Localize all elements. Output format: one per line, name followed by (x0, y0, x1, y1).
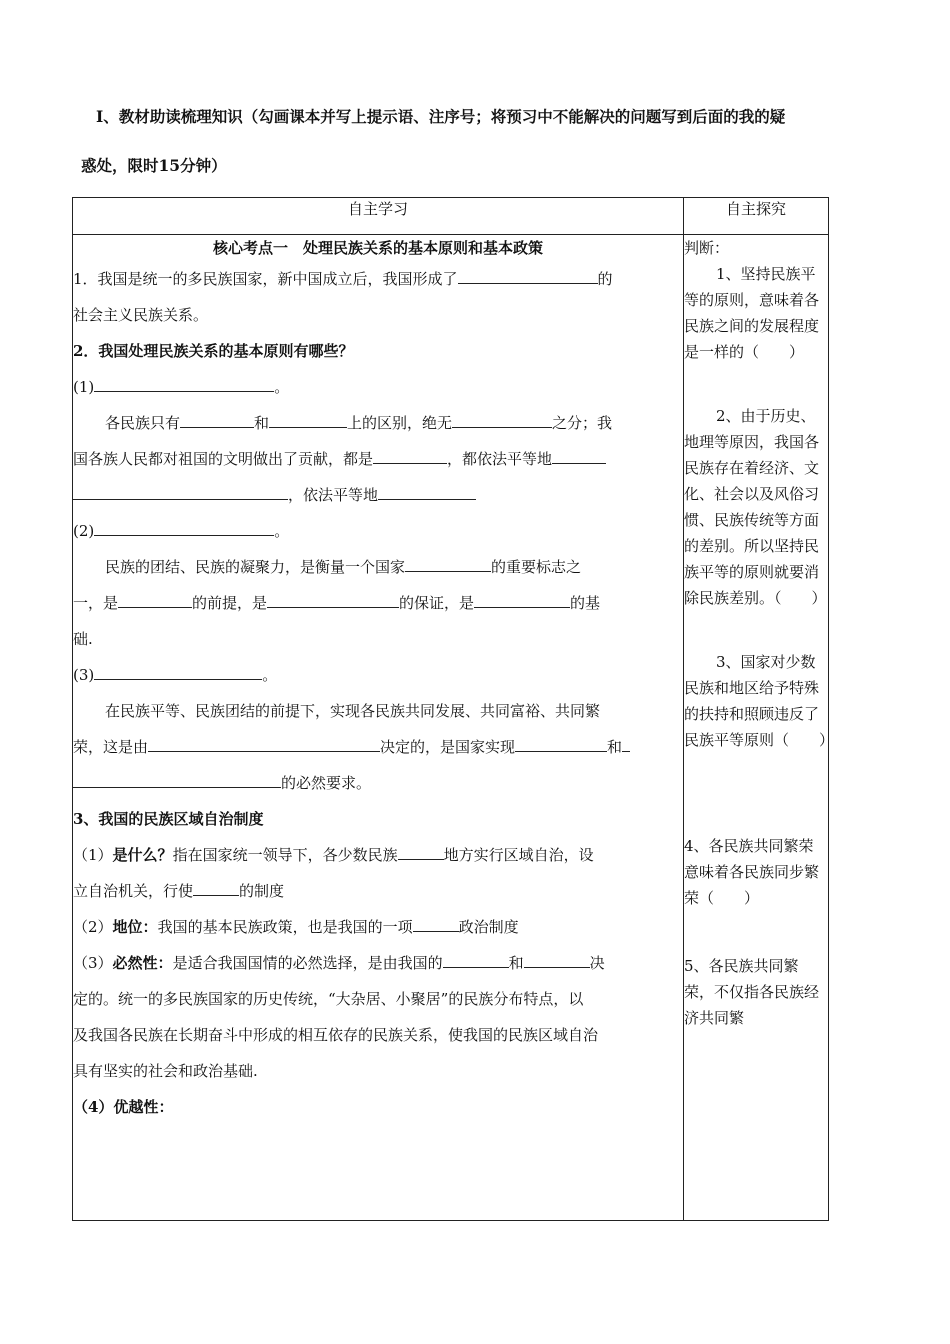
judge-label: 判断： (684, 239, 730, 257)
fill-blank[interactable] (622, 736, 630, 752)
header-self-explore: 自主探究 (684, 198, 829, 235)
intro-line-1: Ⅰ、教材助读梳理知识（勾画课本并写上提示语、注序号；将预习中不能解决的问题写到后面的我的疑 (96, 107, 786, 126)
question-1-line-2: 社会主义民族关系。 (73, 306, 209, 324)
question-2: 2．我国处理民族关系的基本原则有哪些？ (73, 342, 354, 360)
principle-2-line-b: 一，是 的前提，是 的保证，是 的基 (73, 594, 601, 612)
system-what-line-2: 立自治机关，行使 的制度 (73, 882, 285, 900)
fill-blank[interactable] (94, 664, 262, 680)
fill-blank[interactable] (552, 448, 606, 464)
principle-3: (3) 。 (73, 666, 278, 684)
principle-2-line-c: 础. (73, 630, 93, 648)
principle-1-line-c: ，依法平等地 (73, 477, 683, 513)
system-necessity-line-3: 及我国各民族在长期奋斗中形成的相互依存的民族关系，使我国的民族区域自治 (73, 1026, 599, 1044)
fill-blank[interactable] (413, 916, 459, 932)
fill-blank[interactable] (458, 268, 598, 284)
judge-item-5: 5、各民族共同繁荣，不仅指各民族经济共同繁 (684, 957, 820, 1027)
principle-1: (1) 。 (73, 378, 290, 396)
system-necessity-line-1: （3）必然性：是适合我国国情的必然选择，是由我国的 和 决 (73, 954, 605, 972)
system-status: （2）地位：我国的基本民族政策，也是我国的一项 政治制度 (73, 918, 519, 936)
header-self-study: 自主学习 (73, 198, 684, 235)
fill-blank[interactable] (193, 880, 239, 896)
judge-item-4: 4、各民族共同繁荣意味着各民族同步繁荣（ ） (684, 837, 820, 907)
fill-blank[interactable] (373, 448, 447, 464)
intro-line-2: 惑处，限时15分钟） (81, 156, 227, 175)
fill-blank[interactable] (73, 484, 288, 500)
fill-blank[interactable] (443, 952, 509, 968)
fill-blank[interactable] (267, 592, 399, 608)
fill-blank[interactable] (180, 412, 254, 428)
fill-blank[interactable] (94, 520, 274, 536)
fill-blank[interactable] (452, 412, 552, 428)
self-study-cell (73, 235, 684, 1221)
judge-item-3: 3、国家对少数民族和地区给予特殊的扶持和照顾违反了民族平等原则（ ） (684, 653, 835, 749)
judge-item-1: 1、坚持民族平等的原则，意味着各民族之间的发展程度是一样的（ ） (684, 265, 820, 361)
fill-blank[interactable] (94, 376, 274, 392)
fill-blank[interactable] (398, 844, 444, 860)
principle-2: (2) 。 (73, 522, 290, 540)
system-necessity-line-4: 具有坚实的社会和政治基础. (73, 1062, 258, 1080)
self-explore-cell (684, 235, 835, 1221)
fill-blank[interactable] (405, 556, 491, 572)
system-advantage: （4）优越性： (73, 1098, 174, 1116)
fill-blank[interactable] (474, 592, 570, 608)
fill-blank[interactable] (378, 484, 476, 500)
fill-blank[interactable] (515, 736, 607, 752)
system-necessity-line-2: 定的。统一的多民族国家的历史传统，“大杂居、小聚居”的民族分布特点，以 (73, 990, 584, 1008)
judge-item-2: 2、由于历史、地理等原因，我国各民族存在着经济、文化、社会以及风俗习惯、民族传统等方面的差别。所以坚持民族平等的原则就要消除民族差别。（ ） (684, 407, 827, 607)
principle-2-line-a: 民族的团结、民族的凝聚力，是衡量一个国家 的重要标志之 (105, 558, 582, 576)
study-table (72, 197, 835, 1221)
fill-blank[interactable] (118, 592, 192, 608)
fill-blank[interactable] (148, 736, 380, 752)
system-what-line-1: （1）是什么？指在国家统一领导下，各少数民族 地方实行区域自治，设 (73, 846, 594, 864)
question-1-line-1: 1．我国是统一的多民族国家，新中国成立后，我国形成了 的 (73, 270, 613, 288)
principle-1-line-a: 各民族只有 和 上的区别，绝无 之分；我 (105, 414, 613, 432)
principle-3-line-a: 在民族平等、民族团结的前提下，实现各民族共同发展、共同富裕、共同繁 (105, 702, 601, 720)
fill-blank[interactable] (269, 412, 347, 428)
key-point-title: 核心考点一 处理民族关系的基本原则和基本政策 (212, 239, 543, 257)
fill-blank[interactable] (73, 772, 281, 788)
principle-3-line-b: 荣，这是由 决定的，是国家实现 和 (73, 729, 683, 765)
principle-3-line-c: 的必然要求。 (73, 765, 683, 801)
section-intro (81, 92, 896, 190)
fill-blank[interactable] (524, 952, 590, 968)
question-3: 3、我国的民族区域自治制度 (73, 810, 264, 828)
principle-1-line-b: 国各族人民都对祖国的文明做出了贡献，都是 ，都依法平等地 (73, 441, 683, 477)
